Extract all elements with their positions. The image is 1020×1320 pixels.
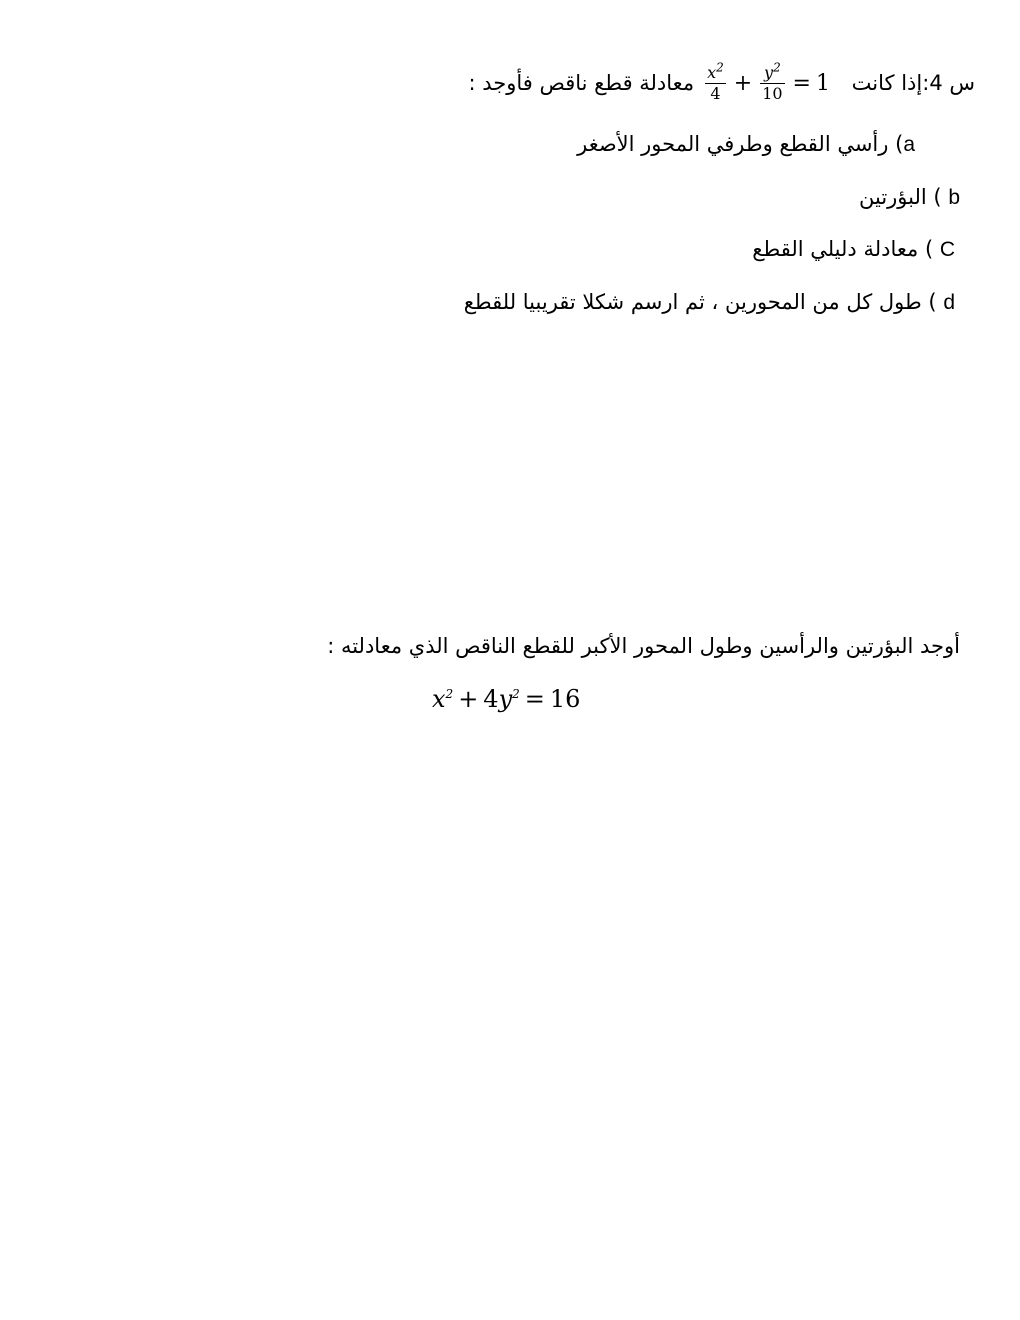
part-b-text: البؤرتين	[859, 185, 927, 209]
fraction-y-squared-over-10: $\frac{y^2}{10}$	[762, 60, 783, 103]
fraction-x-squared-over-4: $\frac{x^2}{4}$	[707, 60, 724, 103]
equation-rhs: 1	[815, 71, 830, 96]
part-d	[395, 288, 955, 317]
question-4-equation	[702, 60, 837, 103]
question-4-suffix: معادلة قطع ناقص فأوجد :	[468, 71, 695, 95]
question-5-equation: $x^2 + 4y^2 = 16$	[432, 685, 581, 713]
part-a-text: رأسي القطع وطرفي المحور الأصغر	[577, 132, 889, 156]
part-c-text: معادلة دليلي القطع	[752, 237, 919, 261]
question-4-prefix: س 4:إذا كانت	[851, 71, 975, 95]
equals-sign: =	[792, 71, 811, 96]
part-c-paren: )	[924, 237, 934, 261]
part-b-paren: )	[933, 185, 942, 209]
plus-sign: +	[733, 71, 753, 96]
part-a	[465, 130, 915, 159]
part-c-label: C	[939, 238, 955, 261]
part-d-paren: )	[928, 290, 937, 314]
part-b-label: b	[948, 186, 960, 209]
part-a-label: a	[903, 133, 915, 156]
question-5-text: أوجد البؤرتين والرأسين وطول المحور الأكبر للقطع الناقص الذي معادلته :	[327, 634, 960, 658]
question-4-line	[415, 60, 975, 103]
part-c	[675, 235, 955, 264]
part-d-label: d	[943, 291, 955, 314]
part-a-paren: )	[895, 132, 904, 156]
part-b	[760, 183, 960, 212]
part-d-text: طول كل من المحورين ، ثم ارسم شكلا تقريبيا للقطع	[463, 290, 922, 314]
